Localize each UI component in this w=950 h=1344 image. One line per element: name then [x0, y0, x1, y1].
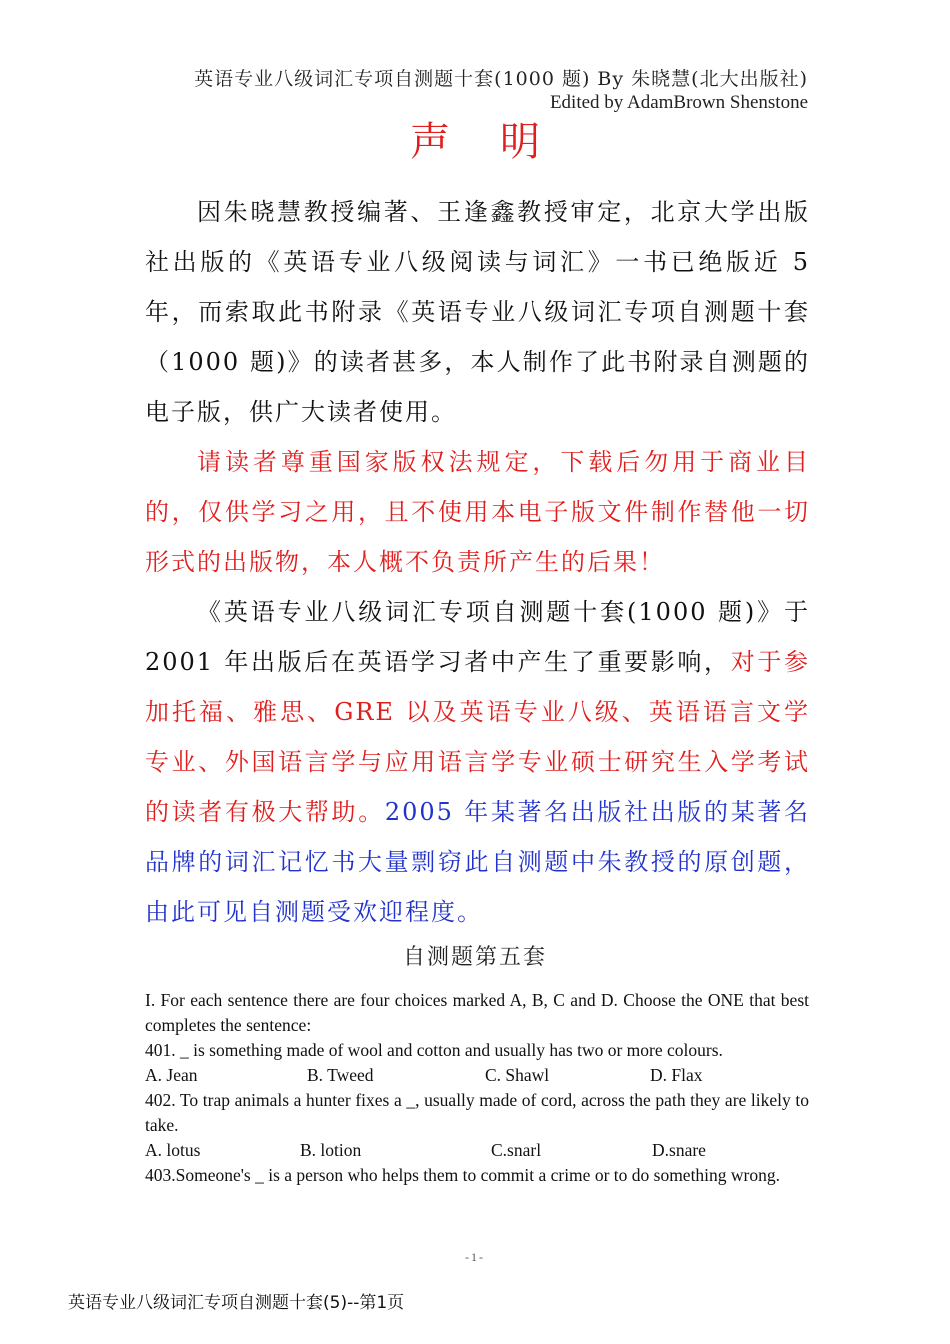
- choice-b: B. Tweed: [307, 1065, 374, 1085]
- page-footer: 英语专业八级词汇专项自测题十套(5)--第1页: [68, 1293, 405, 1313]
- statement-paragraph-2: [145, 437, 810, 587]
- question-401: 401. _ is something made of wool and cotton and usually has two or more colours.: [145, 1040, 723, 1060]
- question-402-choices: [145, 1138, 809, 1163]
- header-editor: Edited by AdamBrown Shenstone: [549, 92, 808, 113]
- page-number: -1-: [465, 1250, 485, 1264]
- paragraph-text-blue: 2005 年某著名出版社出版的某著名品牌的词汇记忆书大量剽窃此自测题中朱教授的原创题，由此可见自测题受欢迎程度。: [145, 798, 810, 926]
- paragraph-text-black: 《英语专业八级词汇专项自测题十套(1000 题)》于 2001 年出版后在英语学习者中产生了重要影响，: [145, 598, 810, 676]
- paragraph-text: 因朱晓慧教授编著、王逢鑫教授审定，北京大学出版社出版的《英语专业八级阅读与词汇》一书已绝版近 5 年，而索取此书附录《英语专业八级词汇专项自测题十套（1000 题)》的读者甚多，本人制作了此书附录自测题的电子版，供广大读者使用。: [145, 198, 810, 426]
- paragraph-text: [145, 587, 810, 937]
- quiz-set-title: 自测题第五套: [402, 945, 547, 970]
- choice-b: B. lotion: [300, 1140, 362, 1160]
- paragraph-text-red: 对于参加托福、雅思、GRE 以及英语专业八级、英语语言文学专业、外国语言学与应用语言学专业硕士研究生入学考试的读者有极大帮助。: [145, 648, 811, 826]
- choice-c: C. Shawl: [485, 1065, 550, 1085]
- statement-paragraph-1: [145, 187, 810, 437]
- choice-d: D.snare: [652, 1140, 706, 1160]
- copyright-notice: 请读者尊重国家版权法规定，下载后勿用于商业目的，仅供学习之用，且不使用本电子版文件制作替他一切形式的出版物，本人概不负责所产生的后果！: [145, 448, 810, 576]
- choice-c: C.snarl: [491, 1140, 542, 1160]
- choice-a: A. Jean: [145, 1065, 198, 1085]
- statement-title: 声明: [410, 119, 590, 165]
- quiz-instruction: I. For each sentence there are four choices marked A, B, C and D. Choose the ONE that best completes the sentence:: [145, 990, 809, 1035]
- choice-d: D. Flax: [650, 1065, 703, 1085]
- question-403: 403.Someone's _ is a person who helps them to commit a crime or to do something wrong.: [145, 1165, 781, 1185]
- quiz-section: [145, 988, 809, 1188]
- header-title: 英语专业八级词汇专项自测题十套(1000 题) By 朱晓慧(北大出版社): [194, 68, 808, 90]
- choice-a: A. lotus: [145, 1140, 201, 1160]
- statement-paragraph-3: [145, 587, 810, 937]
- question-401-choices: [145, 1063, 809, 1088]
- question-402: 402. To trap animals a hunter fixes a _, usually made of cord, across the path they are likely to take.: [145, 1090, 809, 1135]
